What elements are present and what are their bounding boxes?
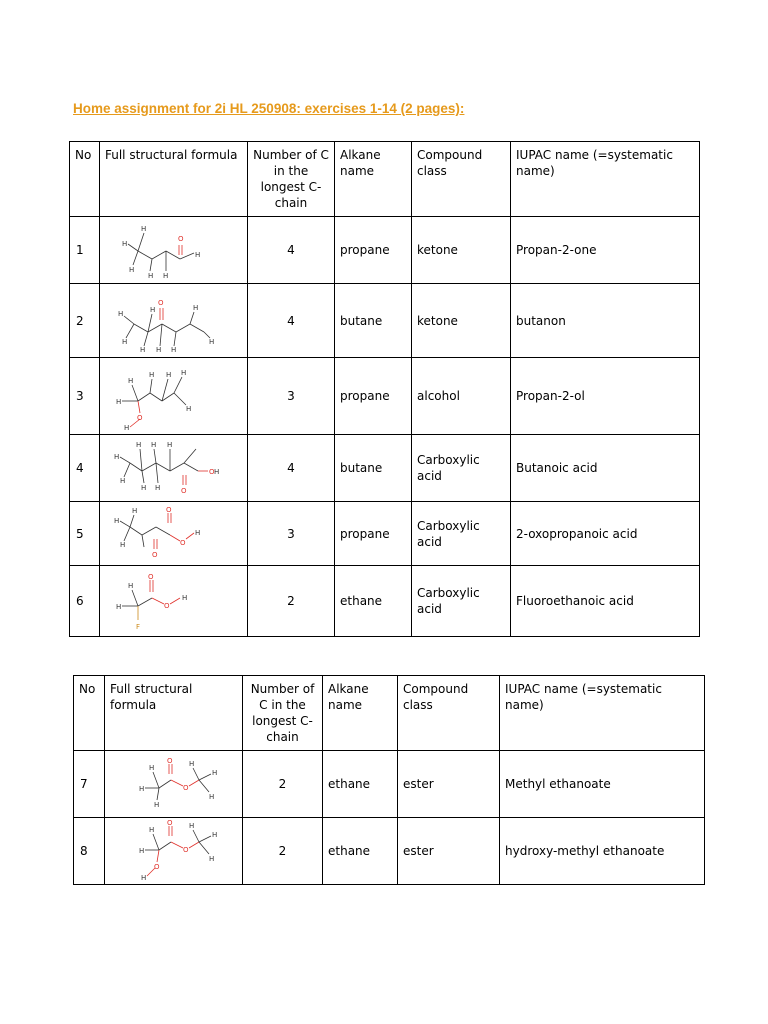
svg-text:O: O: [148, 573, 154, 581]
table-row: [70, 566, 700, 637]
svg-text:O: O: [183, 784, 189, 792]
svg-text:H: H: [122, 337, 128, 346]
svg-text:H: H: [212, 769, 218, 777]
svg-text:H: H: [156, 345, 162, 354]
svg-text:H: H: [155, 484, 161, 492]
propan-2-ol-structure-icon: [108, 361, 218, 431]
row-class: ester: [398, 818, 500, 885]
row-carbons: 3: [248, 502, 335, 566]
row-no: 8: [74, 818, 105, 885]
svg-text:H: H: [163, 272, 169, 280]
table-row: [70, 217, 700, 284]
svg-text:H: H: [166, 371, 172, 379]
row-class: ester: [398, 751, 500, 818]
svg-text:H: H: [149, 826, 155, 834]
svg-text:O: O: [158, 298, 164, 307]
svg-text:H: H: [120, 540, 126, 549]
svg-text:H: H: [195, 251, 201, 259]
row-alkane: ethane: [323, 818, 398, 885]
structural-formula: [100, 566, 248, 637]
svg-text:H: H: [195, 528, 201, 537]
svg-text:H: H: [149, 764, 155, 772]
svg-text:H: H: [189, 760, 195, 768]
svg-text:H: H: [151, 441, 157, 449]
svg-text:H: H: [214, 468, 220, 476]
row-alkane: butane: [335, 435, 412, 502]
compounds-table-1: [69, 141, 700, 637]
row-no: 3: [70, 358, 100, 435]
row-no: 7: [74, 751, 105, 818]
row-class: Carboxylic acid: [412, 566, 511, 637]
svg-text:H: H: [149, 371, 155, 379]
row-alkane: butane: [335, 284, 412, 358]
row-iupac: Propan-2-ol: [511, 358, 700, 435]
structural-formula: [105, 818, 243, 885]
svg-text:H: H: [171, 345, 177, 354]
svg-text:O: O: [166, 505, 172, 514]
row-iupac: butanon: [511, 284, 700, 358]
svg-text:H: H: [148, 272, 154, 280]
svg-text:O: O: [152, 550, 158, 559]
svg-text:H: H: [128, 582, 134, 590]
header-no: No: [70, 142, 100, 217]
row-no: 6: [70, 566, 100, 637]
svg-text:O: O: [137, 414, 143, 422]
svg-text:O: O: [154, 863, 160, 871]
header-alkane: Alkane name: [323, 676, 398, 751]
row-class: Carboxylic acid: [412, 502, 511, 566]
svg-text:H: H: [120, 477, 126, 485]
svg-text:O: O: [180, 538, 186, 547]
svg-text:H: H: [212, 831, 218, 839]
svg-text:H: H: [139, 847, 145, 855]
svg-text:O: O: [181, 487, 187, 495]
structural-formula: [100, 502, 248, 566]
svg-text:H: H: [124, 424, 130, 431]
header-class: Compound class: [398, 676, 500, 751]
header-alkane: Alkane name: [335, 142, 412, 217]
structural-formula: [100, 435, 248, 502]
row-no: 5: [70, 502, 100, 566]
header-formula: Full structural formula: [105, 676, 243, 751]
row-class: ketone: [412, 217, 511, 284]
svg-text:H: H: [182, 594, 188, 602]
svg-text:O: O: [167, 757, 173, 765]
table-row: [70, 435, 700, 502]
row-carbons: 3: [248, 358, 335, 435]
svg-text:O: O: [209, 468, 215, 476]
table-row: [74, 818, 705, 885]
row-class: Carboxylic acid: [412, 435, 511, 502]
svg-text:H: H: [189, 822, 195, 830]
svg-text:O: O: [167, 820, 173, 827]
hydroxy-methyl-ethanoate-structure-icon: [135, 820, 245, 882]
row-iupac: hydroxy-methyl ethanoate: [500, 818, 705, 885]
row-iupac: Methyl ethanoate: [500, 751, 705, 818]
svg-text:H: H: [116, 398, 122, 406]
svg-text:H: H: [118, 309, 124, 318]
row-iupac: Butanoic acid: [511, 435, 700, 502]
row-alkane: ethane: [335, 566, 412, 637]
header-carbons: Number of C in the longest C-chain: [248, 142, 335, 217]
svg-text:O: O: [183, 846, 189, 854]
row-carbons: 2: [248, 566, 335, 637]
svg-text:H: H: [114, 516, 120, 525]
butanoic-acid-structure-icon: [108, 437, 232, 499]
svg-text:H: H: [209, 337, 215, 346]
svg-text:H: H: [140, 345, 146, 354]
svg-text:O: O: [164, 602, 170, 610]
row-iupac: Fluoroethanoic acid: [511, 566, 700, 637]
svg-text:H: H: [186, 405, 192, 413]
header-no: No: [74, 676, 105, 751]
svg-text:H: H: [132, 506, 138, 515]
table-header-row: [74, 676, 705, 751]
table-header-row: [70, 142, 700, 217]
row-no: 4: [70, 435, 100, 502]
row-carbons: 2: [243, 818, 323, 885]
header-iupac: IUPAC name (=systematic name): [500, 676, 705, 751]
row-carbons: 4: [248, 217, 335, 284]
structural-formula: [100, 284, 248, 358]
svg-text:H: H: [154, 801, 160, 809]
row-alkane: propane: [335, 358, 412, 435]
row-carbons: 4: [248, 284, 335, 358]
page-title: Home assignment for 2i HL 250908: exercises 1-14 (2 pages):: [73, 101, 465, 116]
svg-text:H: H: [136, 441, 142, 449]
svg-text:H: H: [209, 793, 215, 801]
structural-formula: [105, 751, 243, 818]
row-no: 1: [70, 217, 100, 284]
row-carbons: 2: [243, 751, 323, 818]
svg-text:H: H: [141, 484, 147, 492]
header-carbons: Number of C in the longest C-chain: [243, 676, 323, 751]
svg-text:H: H: [128, 377, 134, 385]
svg-text:H: H: [181, 369, 187, 377]
table-row: [70, 284, 700, 358]
svg-text:H: H: [116, 603, 122, 611]
svg-text:H: H: [193, 303, 199, 312]
svg-text:H: H: [139, 785, 145, 793]
table-row: [70, 358, 700, 435]
row-carbons: 4: [248, 435, 335, 502]
svg-text:H: H: [122, 240, 128, 248]
butanone-structure-icon: [108, 288, 228, 354]
table-row: [70, 502, 700, 566]
header-iupac: IUPAC name (=systematic name): [511, 142, 700, 217]
row-class: alcohol: [412, 358, 511, 435]
svg-text:H: H: [129, 266, 135, 274]
svg-text:H: H: [209, 855, 215, 863]
row-alkane: ethane: [323, 751, 398, 818]
svg-text:H: H: [167, 441, 173, 449]
header-formula: Full structural formula: [100, 142, 248, 217]
row-iupac: 2-oxopropanoic acid: [511, 502, 700, 566]
acetone-structure-icon: [108, 219, 218, 281]
svg-text:O: O: [178, 235, 184, 243]
2-oxopropanoic-acid-structure-icon: [108, 505, 218, 563]
structural-formula: [100, 217, 248, 284]
row-class: ketone: [412, 284, 511, 358]
row-no: 2: [70, 284, 100, 358]
svg-text:F: F: [136, 623, 141, 631]
row-iupac: Propan-2-one: [511, 217, 700, 284]
structural-formula: [100, 358, 248, 435]
methyl-ethanoate-structure-icon: [135, 754, 245, 814]
svg-text:H: H: [114, 453, 120, 461]
row-alkane: propane: [335, 502, 412, 566]
svg-text:H: H: [141, 225, 147, 233]
header-class: Compound class: [412, 142, 511, 217]
table-row: [74, 751, 705, 818]
row-alkane: propane: [335, 217, 412, 284]
svg-text:H: H: [150, 305, 156, 314]
fluoroethanoic-acid-structure-icon: [108, 568, 218, 634]
compounds-table-2: [73, 675, 705, 885]
svg-text:H: H: [141, 874, 147, 882]
